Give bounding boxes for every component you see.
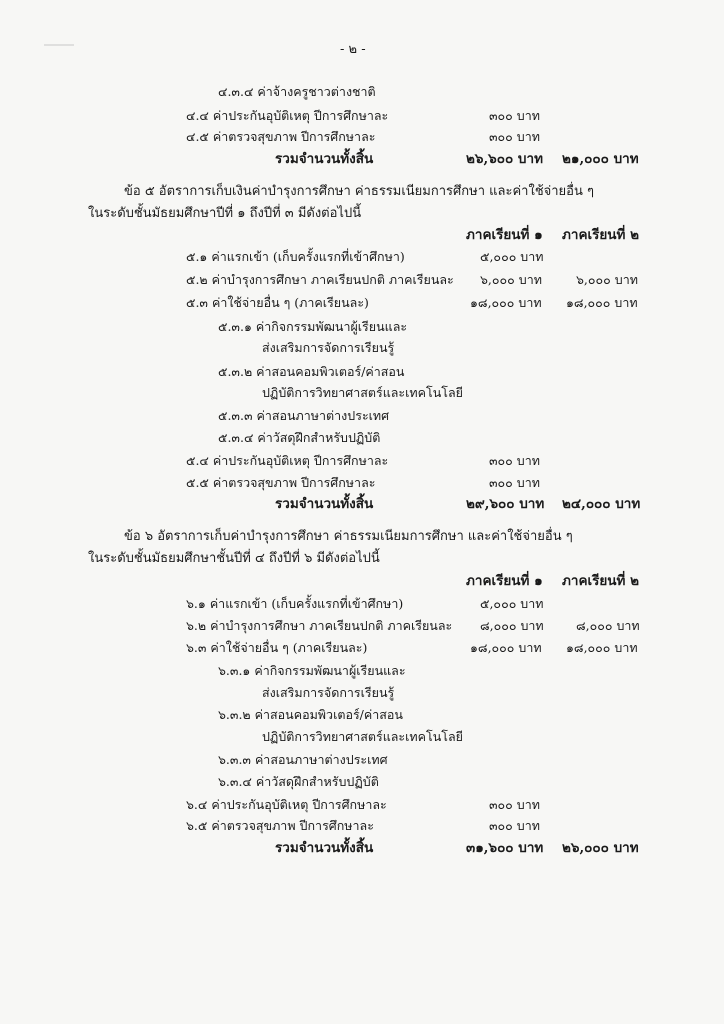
item-6-3-1-label: ๖.๓.๑ ค่ากิจกรรมพัฒนาผู้เรียนและ bbox=[218, 663, 406, 678]
page-number: - ๒ - bbox=[340, 42, 366, 57]
item-5-3-2-label: ๕.๓.๒ ค่าสอนคอมพิวเตอร์/ค่าสอน bbox=[218, 364, 405, 379]
item-6-3-2-label: ๖.๓.๒ ค่าสอนคอมพิวเตอร์/ค่าสอน bbox=[218, 707, 403, 722]
item-4-4-sem1: ๓๐๐ บาท bbox=[489, 108, 540, 123]
item-6-1-label: ๖.๑ ค่าแรกเข้า (เก็บครั้งแรกที่เข้าศึกษา) bbox=[186, 596, 404, 611]
item-5-3-label: ๕.๓ ค่าใช้จ่ายอื่น ๆ (ภาคเรียนละ) bbox=[186, 295, 369, 310]
section5-total-label: รวมจำนวนทั้งสิ้น bbox=[275, 496, 374, 512]
item-6-3-label: ๖.๓ ค่าใช้จ่ายอื่น ๆ (ภาคเรียนละ) bbox=[186, 640, 368, 655]
item-5-2-sem2: ๖,๐๐๐ บาท bbox=[576, 272, 638, 287]
item-5-5-label: ๕.๕ ค่าตรวจสุขภาพ ปีการศึกษาละ bbox=[186, 475, 376, 490]
item-5-2-label: ๕.๒ ค่าบำรุงการศึกษา ภาคเรียนปกติ ภาคเรียนละ bbox=[186, 272, 454, 287]
section6-total-sem1: ๓๑,๖๐๐ บาท bbox=[466, 840, 544, 856]
item-5-1-label: ๕.๑ ค่าแรกเข้า (เก็บครั้งแรกที่เข้าศึกษา) bbox=[186, 249, 405, 264]
item-5-3-sem1: ๑๘,๐๐๐ บาท bbox=[470, 295, 542, 310]
item-6-3-sem1: ๑๘,๐๐๐ บาท bbox=[470, 640, 542, 655]
item-4-5-sem1: ๓๐๐ บาท bbox=[489, 129, 540, 144]
section5-total-sem1: ๒๙,๖๐๐ บาท bbox=[466, 496, 545, 512]
section6-col-sem1: ภาคเรียนที่ ๑ bbox=[466, 573, 543, 589]
item-6-3-1-cont: ส่งเสริมการจัดการเรียนรู้ bbox=[262, 685, 395, 700]
section5-total-sem2: ๒๔,๐๐๐ บาท bbox=[562, 496, 641, 512]
item-4-4-label: ๔.๔ ค่าประกันอุบัติเหตุ ปีการศึกษาละ bbox=[186, 108, 389, 123]
section5-col-sem2: ภาคเรียนที่ ๒ bbox=[562, 227, 640, 243]
section6-total-label: รวมจำนวนทั้งสิ้น bbox=[275, 840, 374, 856]
top-total-sem1: ๒๖,๖๐๐ บาท bbox=[466, 151, 543, 167]
item-6-2-sem1: ๘,๐๐๐ บาท bbox=[480, 618, 544, 633]
scan-mark bbox=[44, 44, 74, 46]
item-6-3-sem2: ๑๘,๐๐๐ บาท bbox=[566, 640, 638, 655]
item-6-4-label: ๖.๔ ค่าประกันอุบัติเหตุ ปีการศึกษาละ bbox=[186, 797, 387, 812]
item-5-4-sem1: ๓๐๐ บาท bbox=[489, 453, 540, 468]
item-6-1-sem1: ๕,๐๐๐ บาท bbox=[480, 596, 544, 611]
section5-heading-line2: ในระดับชั้นมัธยมศึกษาปีที่ ๑ ถึงปีที่ ๓ มีดังต่อไปนี้ bbox=[88, 206, 362, 221]
section5-col-sem1: ภาคเรียนที่ ๑ bbox=[466, 227, 543, 243]
item-6-3-2-cont: ปฏิบัติการวิทยาศาสตร์และเทคโนโลยี bbox=[262, 729, 463, 744]
section6-total-sem2: ๒๖,๐๐๐ บาท bbox=[562, 840, 639, 856]
item-4-5-label: ๔.๕ ค่าตรวจสุขภาพ ปีการศึกษาละ bbox=[186, 129, 376, 144]
item-6-2-label: ๖.๒ ค่าบำรุงการศึกษา ภาคเรียนปกติ ภาคเรียนละ bbox=[186, 618, 453, 633]
section6-heading-line2: ในระดับชั้นมัธยมศึกษาชั้นปีที่ ๔ ถึงปีที่ ๖ มีดังต่อไปนี้ bbox=[88, 551, 380, 566]
item-5-3-1-cont: ส่งเสริมการจัดการเรียนรู้ bbox=[262, 340, 395, 355]
item-6-5-label: ๖.๕ ค่าตรวจสุขภาพ ปีการศึกษาละ bbox=[186, 818, 374, 833]
item-6-4-sem1: ๓๐๐ บาท bbox=[489, 797, 540, 812]
section6-heading-line1: ข้อ ๖ อัตราการเก็บค่าบำรุงการศึกษา ค่าธรรมเนียมการศึกษา และค่าใช้จ่ายอื่น ๆ bbox=[124, 529, 573, 544]
item-5-4-label: ๕.๔ ค่าประกันอุบัติเหตุ ปีการศึกษาละ bbox=[186, 453, 389, 468]
item-5-2-sem1: ๖,๐๐๐ บาท bbox=[480, 272, 542, 287]
item-5-3-sem2: ๑๘,๐๐๐ บาท bbox=[566, 295, 638, 310]
item-6-3-3-label: ๖.๓.๓ ค่าสอนภาษาต่างประเทศ bbox=[218, 752, 388, 767]
item-5-5-sem1: ๓๐๐ บาท bbox=[489, 475, 540, 490]
top-total-sem2: ๒๑,๐๐๐ บาท bbox=[562, 151, 639, 167]
item-6-3-4-label: ๖.๓.๔ ค่าวัสดุฝึกสำหรับปฏิบัติ bbox=[218, 774, 379, 789]
item-5-3-2-cont: ปฏิบัติการวิทยาศาสตร์และเทคโนโลยี bbox=[262, 385, 463, 400]
item-6-5-sem1: ๓๐๐ บาท bbox=[489, 818, 540, 833]
section6-col-sem2: ภาคเรียนที่ ๒ bbox=[562, 573, 640, 589]
item-5-1-sem1: ๕,๐๐๐ บาท bbox=[480, 249, 544, 264]
item-4-3-4-label: ๔.๓.๔ ค่าจ้างครูชาวต่างชาติ bbox=[218, 84, 376, 99]
item-5-3-3-label: ๕.๓.๓ ค่าสอนภาษาต่างประเทศ bbox=[218, 408, 390, 423]
section5-heading-line1: ข้อ ๕ อัตราการเก็บเงินค่าบำรุงการศึกษา ค่าธรรมเนียมการศึกษา และค่าใช้จ่ายอื่น ๆ bbox=[124, 184, 594, 199]
item-5-3-4-label: ๕.๓.๔ ค่าวัสดุฝึกสำหรับปฏิบัติ bbox=[218, 430, 381, 445]
item-6-2-sem2: ๘,๐๐๐ บาท bbox=[576, 618, 640, 633]
top-total-label: รวมจำนวนทั้งสิ้น bbox=[275, 151, 374, 167]
item-5-3-1-label: ๕.๓.๑ ค่ากิจกรรมพัฒนาผู้เรียนและ bbox=[218, 319, 408, 334]
